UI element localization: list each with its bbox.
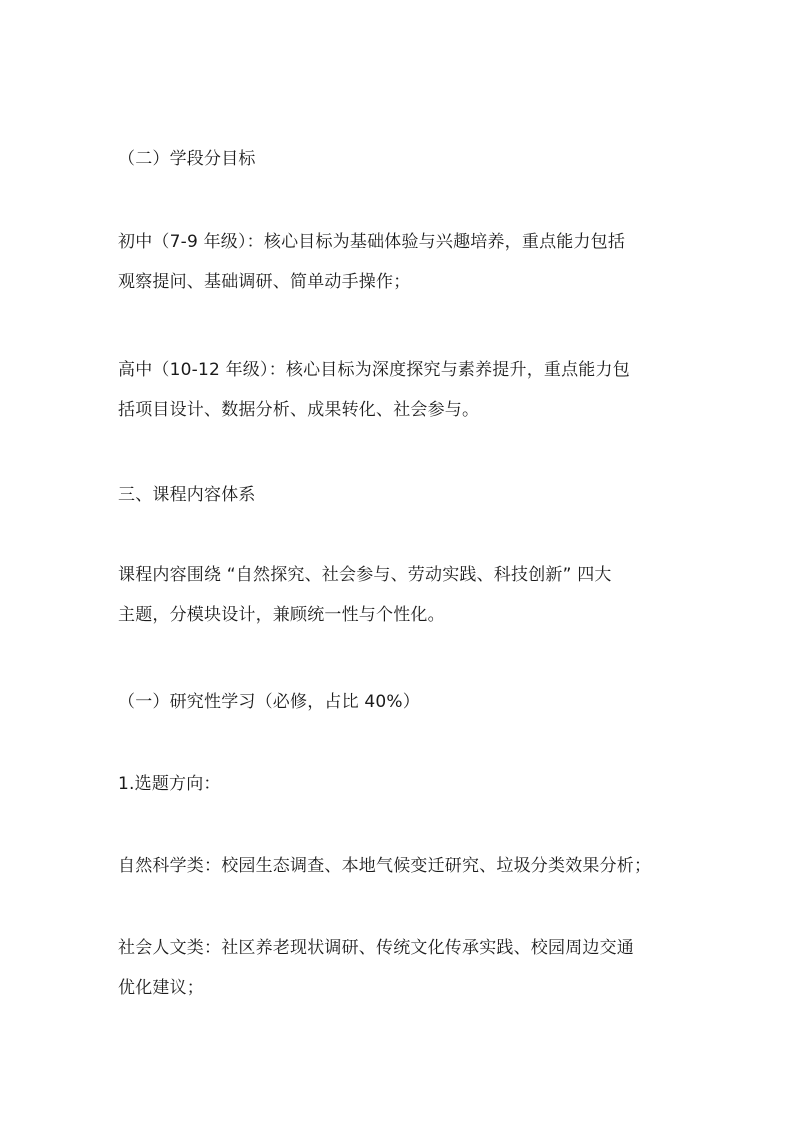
- paragraph-natural-science: [118, 846, 680, 886]
- paragraph-senior-high: [118, 350, 680, 430]
- text-line: 高中（10-12 年级）：核心目标为深度探究与素养提升，重点能力包: [118, 360, 630, 380]
- text-line: 主题，分模块设计，兼顾统一性与个性化。: [118, 605, 445, 625]
- text-line: 括项目设计、数据分析、成果转化、社会参与。: [118, 400, 480, 420]
- text-line: 自然科学类：校园生态调查、本地气候变迁研究、垃圾分类效果分析；: [118, 856, 652, 876]
- text-line: 初中（7-9 年级）：核心目标为基础体验与兴趣培养，重点能力包括: [118, 232, 626, 252]
- text-line: 课程内容围绕 “自然探究、社会参与、劳动实践、科技创新” 四大: [118, 565, 612, 585]
- text-line: 三、课程内容体系: [118, 485, 256, 505]
- paragraph-junior-high: [118, 222, 680, 302]
- paragraph-curriculum-themes: [118, 555, 680, 635]
- text-line: 优化建议；: [118, 978, 204, 998]
- text-line: 1.选题方向：: [118, 774, 221, 794]
- heading-curriculum-system: [118, 475, 680, 515]
- paragraph-social-humanities: [118, 928, 680, 1008]
- heading-research-study: [118, 682, 680, 722]
- text-line: （二）学段分目标: [118, 149, 256, 169]
- text-line: 社会人文类：社区养老现状调研、传统文化传承实践、校园周边交通: [118, 938, 634, 958]
- text-line: 观察提问、基础调研、简单动手操作；: [118, 272, 411, 292]
- text-line: （一）研究性学习（必修，占比 40%）: [118, 692, 420, 712]
- heading-stage-goals: [118, 139, 680, 179]
- heading-topic-directions: [118, 764, 680, 804]
